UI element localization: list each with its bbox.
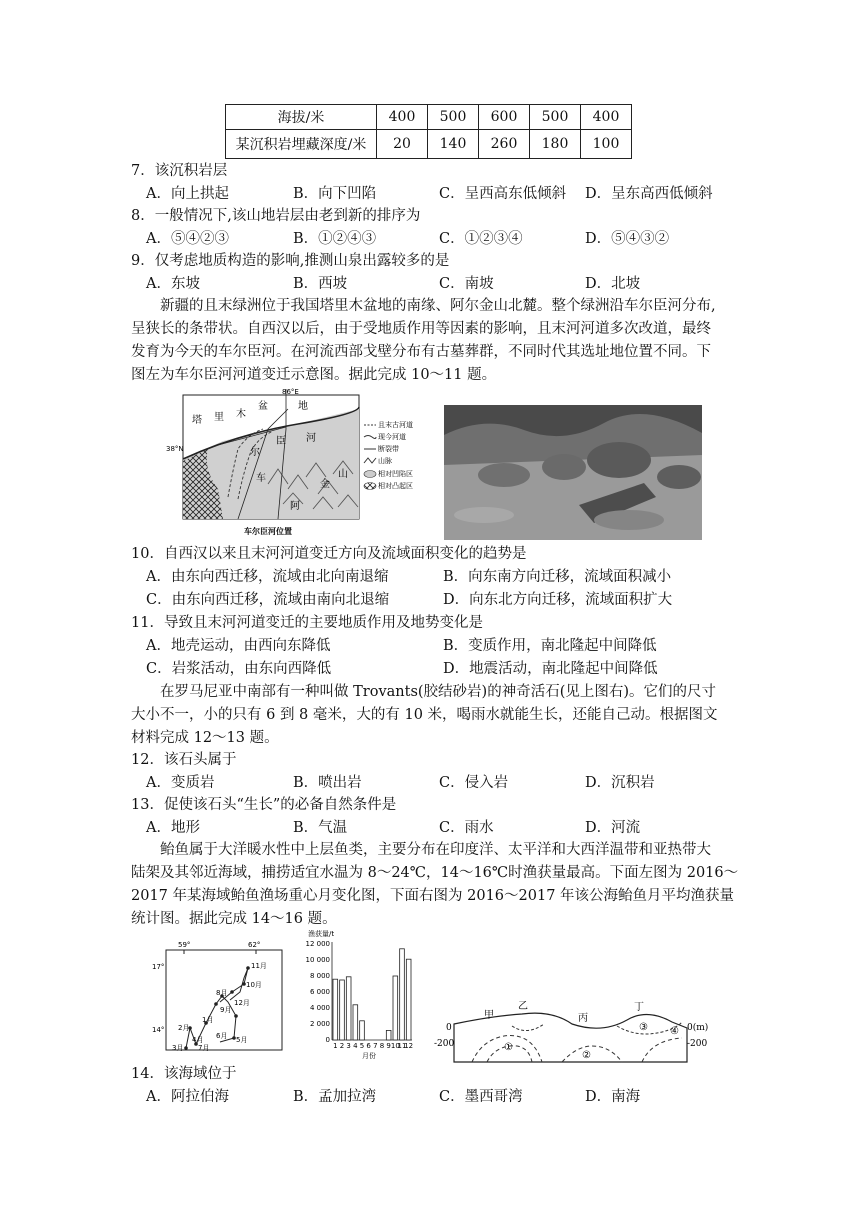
option-a: A．向上拱起 (146, 186, 229, 202)
bar-11 (400, 949, 405, 1040)
lon-label: 59° (178, 941, 191, 949)
basin-label: 盆 (258, 401, 268, 412)
option-a: A．地壳运动，由西向东降低 (146, 638, 331, 654)
x-tick-label: 6 (366, 1042, 371, 1050)
option-d: D．地震活动，南北隆起中间降低 (443, 661, 658, 677)
y-tick-label: 4 000 (309, 1004, 330, 1012)
legend-item: 断裂带 (378, 445, 399, 453)
bar-5 (360, 1021, 365, 1040)
option-d: D．呈东高西低倾斜 (585, 186, 713, 202)
y-tick-label: 6 000 (309, 988, 330, 996)
profile-number: ④ (670, 1026, 679, 1037)
river-map-figure (166, 388, 430, 539)
legend-item: 相对凸起区 (378, 482, 413, 490)
passage-line: 新疆的且末绿洲位于我国塔里木盆地的南缘、阿尔金山北麓。整个绿洲沿车尔臣河分布, (160, 298, 716, 314)
bar-10 (393, 976, 398, 1040)
lon-label: 62° (248, 941, 261, 949)
table-cell: 140 (428, 130, 479, 159)
option-b: B．①②④③ (293, 231, 377, 247)
option-d: D．⑤④③② (585, 231, 670, 247)
table-cell: 400 (581, 105, 632, 130)
question-stem: 8．一般情况下,该山地岩层由老到新的排序为 (131, 208, 421, 224)
passage-line: 材料完成 12～13 题。 (131, 730, 279, 746)
lat-label: 14° (152, 1026, 165, 1034)
table-cell: 600 (479, 105, 530, 130)
altitude-depth-table (225, 104, 632, 159)
question-stem: 9．仅考虑地质构造的影响,推测山泉出露较多的是 (131, 253, 450, 269)
option-c: C．雨水 (439, 820, 494, 836)
fishing-center-map (146, 938, 286, 1058)
chart-ylabel: 渔获量/t (308, 930, 335, 938)
basin-label: 里 (214, 412, 224, 423)
bar-9 (386, 1030, 391, 1040)
passage-line: 鲐鱼属于大洋暖水性中上层鱼类，主要分布在印度洋、太平洋和大西洋温带和亚热带大 (160, 842, 711, 858)
table-row-label: 某沉积岩埋藏深度/米 (226, 130, 377, 159)
option-b: B．向东南方向迁移，流域面积减小 (443, 569, 672, 585)
option-c: C．呈西高东低倾斜 (439, 186, 567, 202)
month-label: 10月 (246, 981, 262, 989)
profile-number: ① (504, 1042, 513, 1053)
basin-label: 地 (298, 401, 308, 412)
month-label: 4月 (192, 1036, 204, 1044)
legend-item: 现今河道 (378, 433, 406, 441)
profile-label: 丙 (578, 1013, 588, 1024)
trovants-photo (444, 405, 702, 540)
basin-label: 木 (236, 409, 246, 420)
fishing-map-svg (146, 938, 286, 1058)
month-label: 6月 (216, 1032, 228, 1040)
option-a: A．变质岩 (146, 775, 215, 791)
legend-item: 山脉 (378, 457, 392, 465)
river-label: 河 (306, 433, 316, 444)
profile-number: ③ (639, 1022, 648, 1033)
table-cell: 180 (530, 130, 581, 159)
legend-item: 相对凹陷区 (378, 470, 413, 478)
month-label: 1月 (202, 1016, 214, 1024)
table-row-label: 海拔/米 (226, 105, 377, 130)
longitude-label: 86°E (282, 388, 299, 396)
table-cell: 100 (581, 130, 632, 159)
river-label: 车 (256, 473, 266, 484)
option-c: C．岩浆活动，由东向西降低 (146, 661, 332, 677)
y-tick-label: 10 000 (305, 956, 330, 964)
river-map-svg (166, 388, 430, 539)
mountain-label: 金 (320, 479, 330, 490)
bar-12 (406, 959, 411, 1040)
river-label: 臣 (276, 436, 286, 447)
option-c: C．侵入岩 (439, 775, 509, 791)
month-label: 3月 (172, 1044, 184, 1052)
option-b: B．向下凹陷 (293, 186, 377, 202)
question-stem: 11．导致且末河河道变迁的主要地质作用及地势变化是 (131, 615, 483, 631)
depth-label: -200 (687, 1039, 708, 1049)
x-tick-label: 11 (397, 1042, 407, 1050)
question-stem: 12．该石头属于 (131, 752, 237, 768)
month-label: 7月 (198, 1044, 210, 1052)
passage-line: 图左为车尔臣河河道变迁示意图。据此完成 10～11 题。 (131, 367, 497, 383)
y-tick-label: 12 000 (305, 940, 330, 948)
option-a: A．地形 (146, 820, 200, 836)
x-tick-label: 10 (390, 1042, 400, 1050)
month-label: 2月 (178, 1024, 190, 1032)
option-a: A．由东向西迁移，流域由北向南退缩 (146, 569, 389, 585)
bar-3 (346, 977, 351, 1040)
passage-line: 2017 年某海域鲐鱼渔场重心月变化图，下面右图为 2016～2017 年该公海鲐鱼月平均渔获量 (131, 888, 735, 904)
x-tick-label: 1 (333, 1042, 338, 1050)
basin-label: 塔 (192, 415, 202, 426)
month-label: 9月 (220, 1006, 232, 1014)
option-c: C．①②③④ (439, 231, 523, 247)
option-b: B．孟加拉湾 (293, 1089, 377, 1105)
option-d: D．向东北方向迁移，流域面积扩大 (443, 592, 673, 608)
passage-line: 呈狭长的条带状。自西汉以后，由于受地质作用等因素的影响，且末河河道多次改道，最终 (131, 321, 711, 337)
profile-label: 丁 (634, 1002, 644, 1013)
table-cell: 400 (377, 105, 428, 130)
y-tick-label: 2 000 (309, 1020, 330, 1028)
passage-line: 大小不一，小的只有 6 到 8 毫米，大的有 10 米，喝雨水就能生长，还能自己动。根据图文 (131, 707, 718, 723)
option-a: A．⑤④②③ (146, 231, 229, 247)
table-cell: 260 (479, 130, 530, 159)
depth-label: 0 (446, 1023, 452, 1033)
lat-label: 17° (152, 963, 165, 971)
x-tick-label: 12 (404, 1042, 414, 1050)
passage-line: 陆架及其邻近海域，捕捞适宜水温为 8～24℃，14～16℃时渔获量最高。下面左图为 2016～ (131, 865, 739, 881)
month-label: 5月 (236, 1036, 248, 1044)
x-tick-label: 9 (386, 1042, 391, 1050)
profile-svg (432, 1001, 710, 1062)
chart-xlabel: 月份 (362, 1052, 376, 1060)
option-d: D．沉积岩 (585, 775, 655, 791)
x-tick-label: 2 (339, 1042, 345, 1050)
x-tick-label: 3 (346, 1042, 351, 1050)
y-tick-label: 8 000 (309, 972, 330, 980)
depth-label: -200 (434, 1039, 455, 1049)
month-label: 11月 (251, 962, 267, 970)
passage-line: 统计图。据此完成 14～16 题。 (131, 911, 337, 927)
option-b: B．喷出岩 (293, 775, 362, 791)
catch-bar-chart (290, 928, 415, 1060)
option-d: D．北坡 (585, 276, 641, 292)
x-tick-label: 5 (359, 1042, 365, 1050)
profile-label: 乙 (518, 1001, 528, 1012)
question-stem: 7．该沉积岩层 (131, 163, 228, 179)
profile-number: ② (582, 1050, 591, 1061)
option-d: D．南海 (585, 1089, 641, 1105)
x-tick-label: 4 (353, 1042, 358, 1050)
river-label: 尔 (250, 447, 260, 458)
table-cell: 500 (530, 105, 581, 130)
bar-1 (333, 979, 338, 1040)
bar-4 (353, 1005, 358, 1040)
ocean-profile-diagram (432, 1001, 710, 1062)
y-tick-label: 0 (325, 1036, 330, 1044)
option-b: B．气温 (293, 820, 348, 836)
x-tick-label: 7 (373, 1042, 378, 1050)
profile-label: 甲 (484, 1010, 494, 1021)
option-d: D．河流 (585, 820, 641, 836)
option-a: A．东坡 (146, 276, 200, 292)
option-a: A．阿拉伯海 (146, 1089, 229, 1105)
map-caption: 车尔臣河位置 (244, 526, 292, 536)
table-cell: 20 (377, 130, 428, 159)
table-cell: 500 (428, 105, 479, 130)
bar-chart-svg (290, 928, 415, 1060)
question-stem: 13．促使该石头“生长”的必备自然条件是 (131, 797, 397, 813)
question-stem: 14．该海域位于 (131, 1066, 237, 1082)
legend-item: 且末古河道 (378, 421, 413, 429)
passage-line: 在罗马尼亚中南部有一种叫做 Trovants(胶结砂岩)的神奇活石(见上图右)。它们的尺寸 (160, 684, 717, 700)
depth-label: 0(m) (687, 1023, 709, 1033)
option-c: C．墨西哥湾 (439, 1089, 523, 1105)
question-stem: 10．自西汉以来且末河河道变迁方向及流域面积变化的趋势是 (131, 546, 527, 562)
option-b: B．西坡 (293, 276, 348, 292)
month-label: 8月 (216, 989, 228, 997)
mountain-label: 山 (338, 469, 348, 480)
option-c: C．南坡 (439, 276, 494, 292)
x-tick-label: 8 (379, 1042, 385, 1050)
latitude-label: 38°N (166, 445, 184, 453)
bar-2 (340, 980, 345, 1040)
option-c: C．由东向西迁移，流域由南向北退缩 (146, 592, 390, 608)
photo-svg (444, 405, 702, 540)
month-label: 12月 (234, 999, 250, 1007)
passage-line: 发育为今天的车尔臣河。在河流西部戈壁分布有古墓葬群，不同时代其选址地位置不同。下 (131, 344, 711, 360)
mountain-label: 阿 (290, 501, 300, 512)
option-b: B．变质作用，南北隆起中间降低 (443, 638, 657, 654)
